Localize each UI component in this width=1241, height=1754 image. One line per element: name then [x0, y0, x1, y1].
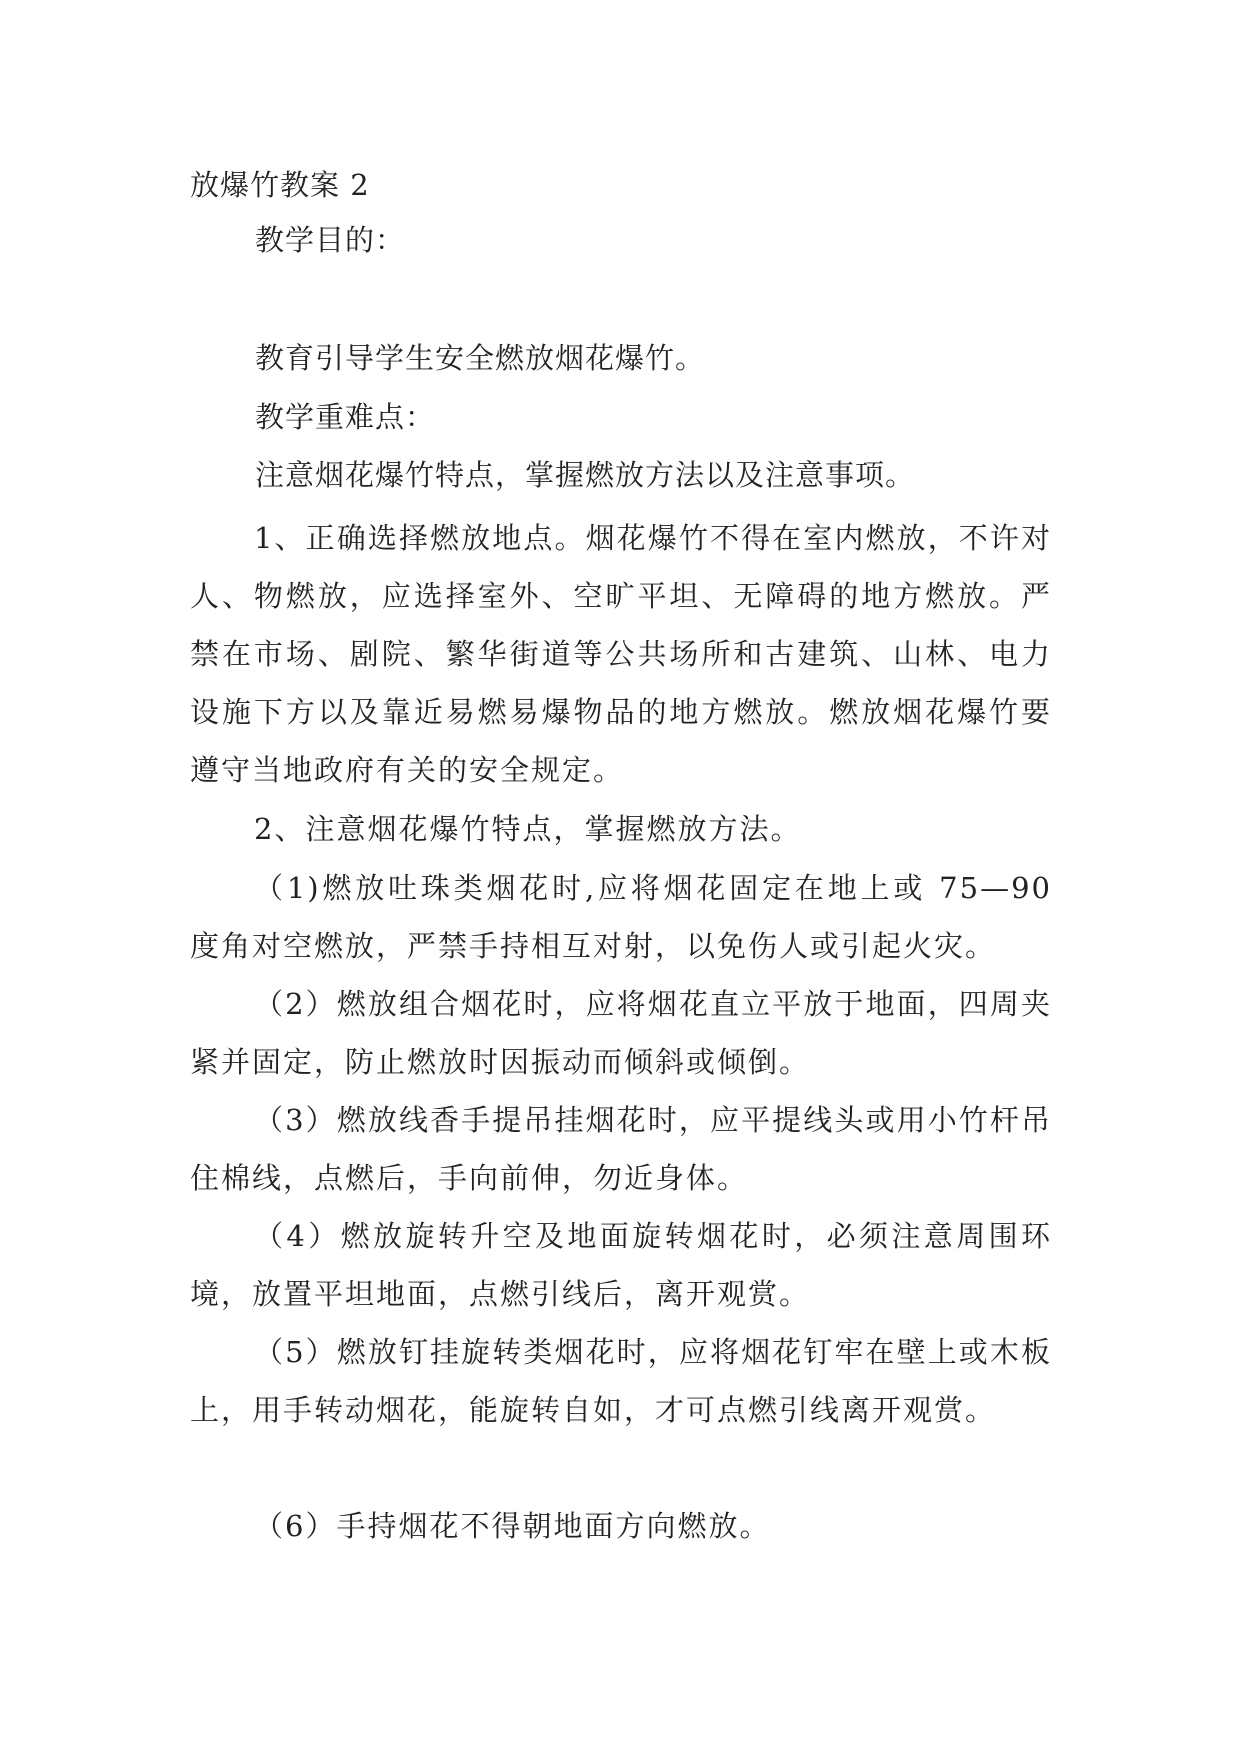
- sub-item-4-paragraph: （4）燃放旋转升空及地面旋转烟花时，必须注意周围环境，放置平坦地面，点燃引线后，离开观赏。: [190, 1219, 1052, 1311]
- key-points-text: 注意烟花爆竹特点，掌握燃放方法以及注意事项。: [255, 458, 916, 492]
- sub-item-1-paragraph: （1)燃放吐珠类烟花时,应将烟花固定在地上或 75—90 度角对空燃放，严禁手持相互对射，以免伤人或引起火灾。: [190, 871, 1052, 963]
- key-points-heading: 教学重难点：: [255, 400, 436, 434]
- sub-item-6-paragraph: （6）手持烟花不得朝地面方向燃放。: [254, 1509, 771, 1543]
- document-title: 放爆竹教案 2: [190, 168, 370, 202]
- sub-item-5-paragraph: （5）燃放钉挂旋转类烟花时，应将烟花钉牢在壁上或木板上，用手转动烟花，能旋转自如，才可点燃引线离开观赏。: [190, 1335, 1052, 1427]
- purpose-heading: 教学目的：: [255, 223, 406, 257]
- purpose-text: 教育引导学生安全燃放烟花爆竹。: [255, 341, 706, 375]
- item-2-paragraph: 2、注意烟花爆竹特点，掌握燃放方法。: [254, 812, 802, 846]
- item-1-paragraph: 1、正确选择燃放地点。烟花爆竹不得在室内燃放，不许对人、物燃放，应选择室外、空旷平坦、无障碍的地方燃放。严禁在市场、剧院、繁华街道等公共场所和古建筑、山林、电力设施下方以及靠近易燃易爆物品的地方燃放。燃放烟花爆竹要遵守当地政府有关的安全规定。: [190, 521, 1052, 787]
- sub-item-2-paragraph: （2）燃放组合烟花时，应将烟花直立平放于地面，四周夹紧并固定，防止燃放时因振动而倾斜或倾倒。: [190, 987, 1052, 1079]
- sub-item-3-paragraph: （3）燃放线香手提吊挂烟花时，应平提线头或用小竹杆吊住棉线，点燃后，手向前伸，勿近身体。: [190, 1103, 1052, 1195]
